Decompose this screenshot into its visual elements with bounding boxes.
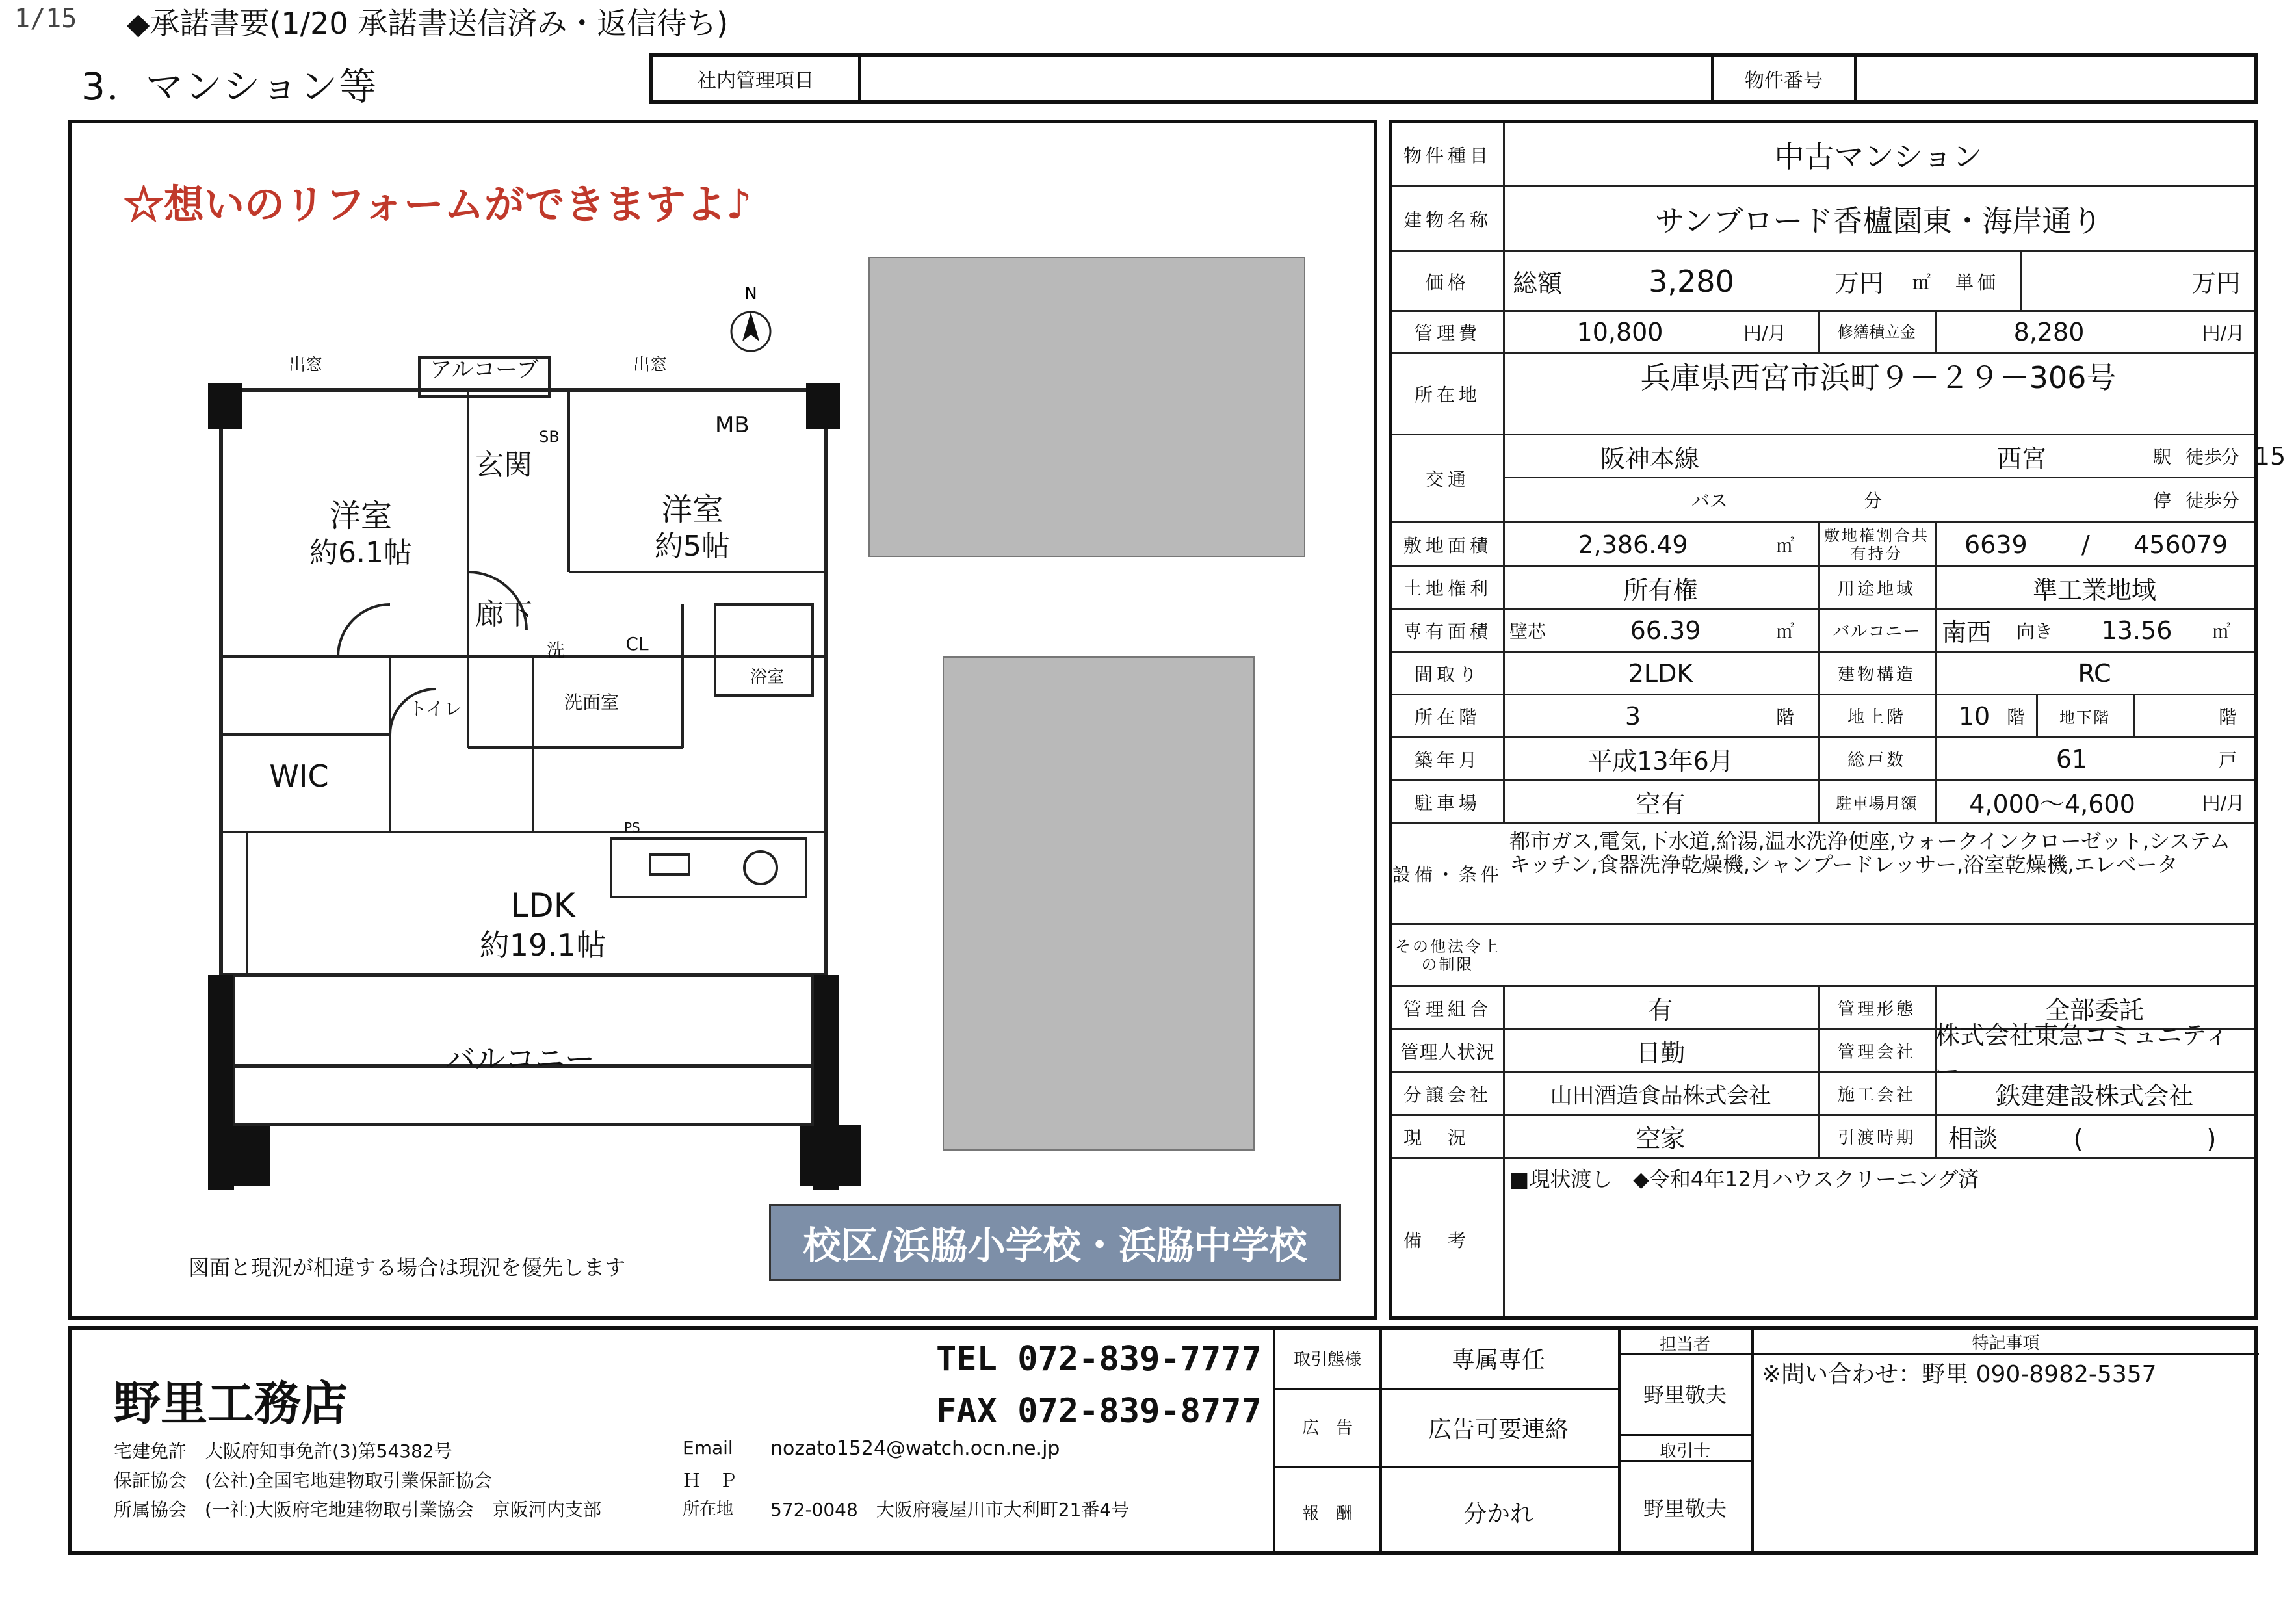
sqm-symbol: ㎡ xyxy=(1912,271,1931,293)
row-address xyxy=(1392,354,2254,436)
address-label: 所在地 xyxy=(1414,384,1481,406)
mgmt-form-value: 全部委託 xyxy=(2044,996,2144,1024)
below-ground-unit: 階 xyxy=(2219,706,2237,728)
floor-plan xyxy=(143,266,917,1190)
room-mb: MB xyxy=(715,412,750,438)
email-label: Email xyxy=(683,1437,733,1459)
person-label: 担当者 xyxy=(1659,1335,1710,1355)
restrictions-value xyxy=(1509,925,2254,985)
room-western-2: 洋室 xyxy=(660,491,724,528)
trade-association: 所属協会 (一社)大阪府宅地建物取引業協会 京阪河内支部 xyxy=(114,1499,601,1520)
walk-minutes: 15 xyxy=(2254,442,2286,471)
room-ldk-size: 約19.1帖 xyxy=(479,928,607,963)
zoning-label: 用途地域 xyxy=(1837,579,1916,599)
manager-value: 日勤 xyxy=(1636,1039,1686,1067)
mgmt-company-label: 管理会社 xyxy=(1837,1043,1916,1062)
above-ground-label: 地上階 xyxy=(1847,708,1906,727)
mgmt-fee-unit: 円/月 xyxy=(1743,322,1786,344)
row-exclusive-area xyxy=(1392,610,2254,653)
walk-label-2: 徒歩 xyxy=(2185,490,2223,512)
row-transport xyxy=(1392,436,2286,523)
row-layout xyxy=(1392,653,2254,696)
broker-value: 野里敬夫 xyxy=(1643,1496,1727,1521)
walk-label: 徒歩 xyxy=(2185,447,2223,468)
row-type xyxy=(1392,124,2254,187)
property-no-value xyxy=(1857,57,2254,100)
parking-fee-label: 駐車場月額 xyxy=(1836,794,1918,812)
row-seller xyxy=(1392,1073,2254,1116)
row-equipment xyxy=(1392,824,2254,925)
walk-minutes-unit: 分 xyxy=(2221,447,2240,468)
building-photo-1 xyxy=(868,257,1305,557)
floor-value: 3 xyxy=(1624,701,1641,731)
bus-minutes-unit: 分 xyxy=(1864,490,1883,512)
land-area-label: 敷地面積 xyxy=(1403,534,1492,556)
room-balcony: バルコニー xyxy=(445,1041,595,1076)
room-ldk: LDK xyxy=(510,887,575,924)
station-suffix: 駅 xyxy=(2153,447,2172,468)
manager-label: 管理人状況 xyxy=(1400,1041,1495,1063)
room-laundry: 洗 xyxy=(546,640,566,661)
name-label: 建物名称 xyxy=(1403,209,1492,231)
bus-label: バス xyxy=(1691,490,1729,512)
room-hall: 廊下 xyxy=(475,598,532,631)
built-label: 築年月 xyxy=(1414,749,1481,771)
total-value: 3,280 xyxy=(1649,263,1734,299)
mgmt-form-label: 管理形態 xyxy=(1837,1000,1916,1019)
company-address: 572-0048 大阪府寝屋川市大利町21番4号 xyxy=(770,1499,1130,1520)
row-restrictions xyxy=(1392,925,2254,987)
person-value: 野里敬夫 xyxy=(1643,1383,1727,1407)
row-land-area xyxy=(1392,523,2254,567)
row-manager xyxy=(1392,1020,2254,1086)
remarks-value: ■現状渡し ◆令和4年12月ハウスクリーニング済 xyxy=(1509,1167,1979,1191)
section-title: 3．マンション等 xyxy=(81,64,378,109)
built-value: 平成13年6月 xyxy=(1587,747,1734,775)
room-western-2-size: 約5帖 xyxy=(655,530,730,563)
layout-value: 2LDK xyxy=(1628,658,1693,688)
room-window-1: 出窓 xyxy=(288,356,323,375)
row-price xyxy=(1392,252,2254,312)
document-status-title: ◆承諾書要(1/20 承諾書送信済み・返信待ち) xyxy=(127,6,729,41)
room-window-2: 出窓 xyxy=(633,356,668,375)
floor-label: 所在階 xyxy=(1414,706,1481,728)
above-ground-unit: 階 xyxy=(2007,706,2026,728)
share-numerator: 6639 xyxy=(1964,530,2028,559)
repair-unit: 円/月 xyxy=(2202,322,2245,344)
notes-label: 特記事項 xyxy=(1972,1334,2040,1353)
balcony-area-unit: ㎡ xyxy=(2212,620,2231,642)
wall-core-label: 壁芯 xyxy=(1509,620,1546,642)
row-floor xyxy=(1392,696,2254,738)
above-ground-value: 10 xyxy=(1958,701,1990,731)
mgmt-fee-value: 10,800 xyxy=(1576,318,1663,346)
building-photo-2 xyxy=(943,656,1255,1150)
handover-detail: ( ) xyxy=(2073,1124,2217,1153)
exclusive-area-value: 66.39 xyxy=(1630,616,1701,645)
exclusive-area-unit: ㎡ xyxy=(1776,620,1795,642)
floorplan-panel xyxy=(68,120,1377,1320)
management-bar xyxy=(649,53,2258,104)
ad-value: 広告可要連絡 xyxy=(1428,1416,1569,1443)
fax-number: FAX 072-839-8777 xyxy=(936,1392,1262,1431)
row-parking xyxy=(1392,781,2254,824)
mgmt-label: 社内管理項目 xyxy=(653,57,861,100)
structure-value: RC xyxy=(2078,658,2111,688)
row-status xyxy=(1392,1116,2254,1159)
total-units-value: 61 xyxy=(2055,744,2088,774)
repair-value: 8,280 xyxy=(2013,318,2085,346)
plan-note: 図面と現況が相違する場合は現況を優先します xyxy=(189,1255,626,1280)
slogan: ☆想いのリフォームができますよ♪ xyxy=(124,181,752,228)
name-value: サンブロード香櫨園東・海岸通り xyxy=(1654,203,2102,239)
property-no-label: 物件番号 xyxy=(1714,57,1857,100)
status-label: 現況 xyxy=(1403,1126,1492,1149)
layout-label: 間取り xyxy=(1414,663,1481,685)
share-label: 敷地権割合共有持分 xyxy=(1824,526,1929,563)
row-land-right xyxy=(1392,567,2254,610)
exclusive-area-label: 専有面積 xyxy=(1403,620,1492,642)
land-area-unit: ㎡ xyxy=(1776,534,1795,556)
parking-fee-unit: 円/月 xyxy=(2202,792,2245,814)
land-right-value: 所有権 xyxy=(1623,575,1698,604)
agency-footer xyxy=(68,1326,2258,1555)
builder-value: 鉄建建設株式会社 xyxy=(1995,1082,2193,1110)
license-info: 宅建免許 大阪府知事免許(3)第54382号 xyxy=(114,1440,452,1462)
share-denominator: 456079 xyxy=(2133,530,2228,559)
broker-label: 取引士 xyxy=(1659,1442,1710,1461)
mgmt-fee-label: 管理費 xyxy=(1414,322,1481,344)
price-label: 価格 xyxy=(1425,271,1470,293)
parking-label: 駐車場 xyxy=(1414,792,1481,814)
balcony-label: バルコニー xyxy=(1833,622,1921,642)
notes-value: ※問い合わせ：野里 090-8982-5357 xyxy=(1762,1361,2157,1388)
room-entrance: 玄関 xyxy=(475,448,532,482)
room-western-1-size: 約6.1帖 xyxy=(309,536,412,569)
association-label: 管理組合 xyxy=(1403,998,1492,1020)
floor-unit: 階 xyxy=(1776,706,1795,728)
builder-label: 施工会社 xyxy=(1837,1086,1916,1105)
below-ground-value xyxy=(2137,696,2215,736)
property-spec-table xyxy=(1389,120,2286,1320)
room-cl: CL xyxy=(625,633,649,655)
type-label: 物件種目 xyxy=(1403,144,1492,166)
land-area-value: 2,386.49 xyxy=(1578,530,1688,559)
ad-label: 広 告 xyxy=(1301,1418,1353,1438)
balcony-area-value: 13.56 xyxy=(2101,616,2172,645)
remarks-label: 備考 xyxy=(1403,1229,1492,1251)
handover-label: 引渡時期 xyxy=(1837,1128,1916,1148)
unit-price-value xyxy=(2023,252,2179,310)
hp-label: Ｈ Ｐ xyxy=(683,1470,738,1491)
company-name: 野里工務店 xyxy=(114,1375,348,1431)
compass-north: N xyxy=(744,284,757,304)
walk-minutes-unit-2: 分 xyxy=(2221,490,2240,512)
share-slash: / xyxy=(2081,530,2090,559)
deal-type-value: 専属専任 xyxy=(1451,1347,1545,1373)
room-toilet: トイレ xyxy=(408,698,463,720)
bus-stop-label: 停 xyxy=(2153,490,2172,512)
total-unit: 万円 xyxy=(1834,269,1885,298)
equipment-label: 設備・条件 xyxy=(1392,864,1504,885)
type-value: 中古マンション xyxy=(1774,138,1983,174)
row-name xyxy=(1392,187,2254,252)
station-name: 西宮 xyxy=(1997,444,2047,473)
room-washroom: 洗面室 xyxy=(564,692,620,713)
handover-value: 相談 xyxy=(1948,1124,1998,1153)
total-label: 総額 xyxy=(1513,269,1563,298)
association-value: 有 xyxy=(1648,996,1673,1024)
land-right-label: 土地権利 xyxy=(1403,578,1492,599)
train-line: 阪神本線 xyxy=(1600,444,1700,473)
address-label-footer: 所在地 xyxy=(683,1500,734,1519)
room-western-1: 洋室 xyxy=(329,498,393,534)
room-ps: PS xyxy=(624,820,640,835)
below-ground-label: 地下階 xyxy=(2059,708,2110,727)
room-wic: WIC xyxy=(269,759,329,794)
row-built xyxy=(1392,738,2254,781)
phone-number[interactable]: TEL 072-839-7777 xyxy=(936,1340,1262,1379)
equipment-value: 都市ガス,電気,下水道,給湯,温水洗浄便座,ウォークインクローゼット,システムキッチン,食器洗浄乾燥機,シャンプードレッサー,浴室乾燥機,エレベータ xyxy=(1509,829,2231,877)
parking-value: 空有 xyxy=(1636,790,1686,818)
room-bath: 浴室 xyxy=(750,668,785,687)
page-number: 1/15 xyxy=(14,4,77,34)
total-units-unit: 戸 xyxy=(2219,749,2237,771)
room-sb: SB xyxy=(539,428,560,446)
guarantee-association: 保証協会 (公社)全国宅地建物取引業保証協会 xyxy=(114,1470,492,1491)
parking-fee-value: 4,000～4,600 xyxy=(1969,790,2135,818)
unit-price-label: 単価 xyxy=(1955,271,2000,293)
transport-label: 交通 xyxy=(1425,469,1470,490)
room-alcove: アルコーブ xyxy=(430,357,539,383)
deal-type-label: 取引態様 xyxy=(1293,1350,1361,1370)
facing-label: 向き xyxy=(2016,620,2054,642)
unit-price-unit: 万円 xyxy=(2191,269,2241,298)
address-value: 兵庫県西宮市浜町９－２９－306号 xyxy=(1640,360,2117,395)
mgmt-value xyxy=(861,57,1714,100)
fee-value: 分かれ xyxy=(1463,1501,1533,1528)
restrictions-label: その他法令上の制限 xyxy=(1395,937,1500,974)
mgmt-company-value: 株式会社東急コミュニティー xyxy=(1935,1020,2230,1086)
total-units-label: 総戸数 xyxy=(1847,751,1906,770)
repair-label: 修繕積立金 xyxy=(1838,323,1916,341)
seller-value: 山田酒造食品株式会社 xyxy=(1550,1083,1771,1109)
seller-label: 分譲会社 xyxy=(1403,1084,1492,1106)
email-address[interactable]: nozato1524@watch.ocn.ne.jp xyxy=(770,1437,1060,1460)
zoning-value: 準工業地域 xyxy=(2032,575,2156,604)
row-mgmt-fee xyxy=(1392,312,2254,354)
row-remarks xyxy=(1392,1159,2254,1320)
status-value: 空家 xyxy=(1636,1124,1686,1153)
structure-label: 建物構造 xyxy=(1837,665,1916,684)
fee-label: 報 酬 xyxy=(1301,1504,1353,1524)
school-district-box: 校区/浜脇小学校・浜脇中学校 xyxy=(769,1204,1341,1280)
balcony-direction: 南西 xyxy=(1942,618,1992,647)
